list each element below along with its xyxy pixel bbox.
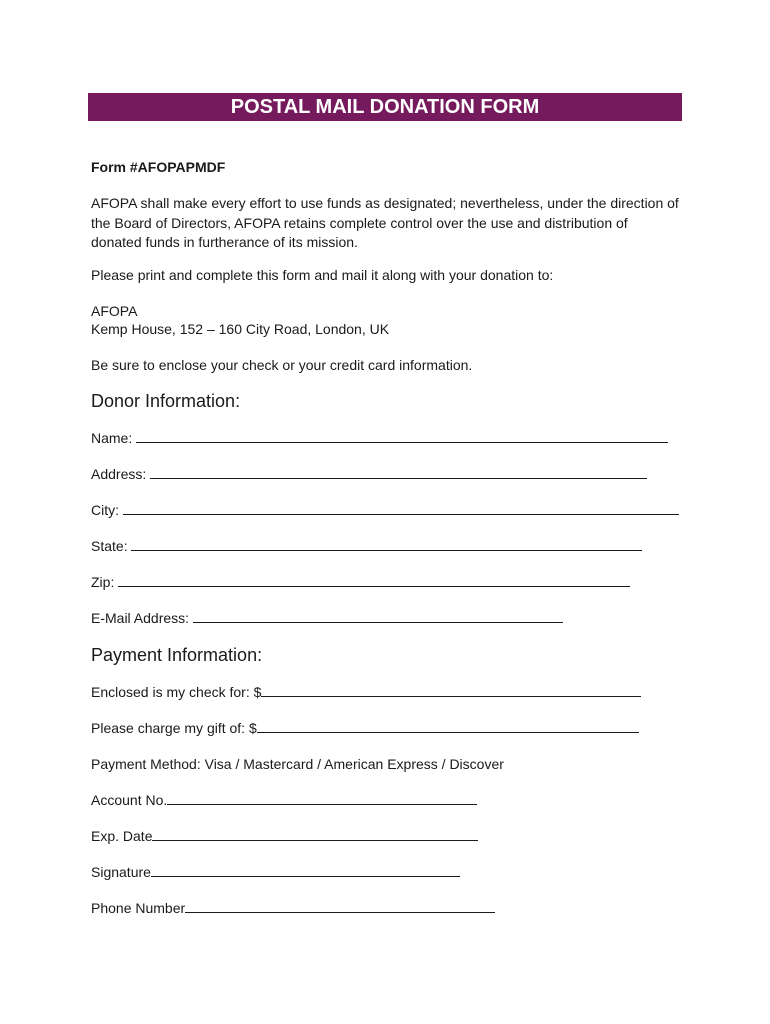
name-line[interactable] <box>136 429 668 443</box>
zip-field[interactable] <box>91 573 630 592</box>
signature-field[interactable] <box>91 863 460 882</box>
city-label: City: <box>91 502 123 518</box>
email-line[interactable] <box>193 609 563 623</box>
name-label: Name: <box>91 430 137 446</box>
form-number: Form #AFOPAPMDF <box>91 159 226 175</box>
payment-information-heading: Payment Information: <box>91 645 263 665</box>
charge-amount-label: Please charge my gift of: $ <box>91 720 257 736</box>
exp-date-line[interactable] <box>152 827 478 841</box>
form-title-bar <box>88 93 682 121</box>
zip-line[interactable] <box>118 573 630 587</box>
phone-number-label: Phone Number <box>91 900 186 916</box>
name-field[interactable] <box>91 429 668 448</box>
enclose-note: Be sure to enclose your check or your credit card information. <box>91 357 473 373</box>
donor-information-heading: Donor Information: <box>91 391 241 411</box>
form-title: POSTAL MAIL DONATION FORM <box>230 95 540 118</box>
phone-number-line[interactable] <box>185 899 495 913</box>
state-line[interactable] <box>131 537 642 551</box>
city-field[interactable] <box>91 501 679 520</box>
account-number-label: Account No. <box>91 792 168 808</box>
address-line[interactable] <box>150 465 647 479</box>
signature-label: Signature <box>91 864 151 880</box>
charge-amount-line[interactable] <box>257 719 639 733</box>
check-amount-field[interactable] <box>91 683 641 702</box>
check-amount-line[interactable] <box>261 683 641 697</box>
zip-label: Zip: <box>91 574 119 590</box>
account-number-line[interactable] <box>167 791 477 805</box>
mailing-address-line: Kemp House, 152 – 160 City Road, London, UK <box>91 321 390 337</box>
account-number-field[interactable] <box>91 791 477 810</box>
phone-number-field[interactable] <box>91 899 495 918</box>
payment-method: Payment Method: Visa / Mastercard / American Express / Discover <box>91 756 504 772</box>
charge-amount-field[interactable] <box>91 719 639 738</box>
mailing-address-name: AFOPA <box>91 303 138 319</box>
intro-paragraph: AFOPA shall make every effort to use funds as designated; nevertheless, under the direction of the Board of Directors, AFOPA retains complete control over the use and distribution of donated funds in furtherance of its mission. <box>91 195 679 250</box>
email-field[interactable] <box>91 609 563 628</box>
address-label: Address: <box>91 466 151 482</box>
state-label: State: <box>91 538 132 554</box>
check-amount-label: Enclosed is my check for: $ <box>91 684 262 700</box>
exp-date-label: Exp. Date <box>91 828 153 844</box>
city-line[interactable] <box>123 501 679 515</box>
address-field[interactable] <box>91 465 647 484</box>
mailing-instructions: Please print and complete this form and mail it along with your donation to: <box>91 267 554 283</box>
email-label: E-Mail Address: <box>91 610 193 626</box>
state-field[interactable] <box>91 537 642 556</box>
exp-date-field[interactable] <box>91 827 478 846</box>
signature-line[interactable] <box>151 863 460 877</box>
